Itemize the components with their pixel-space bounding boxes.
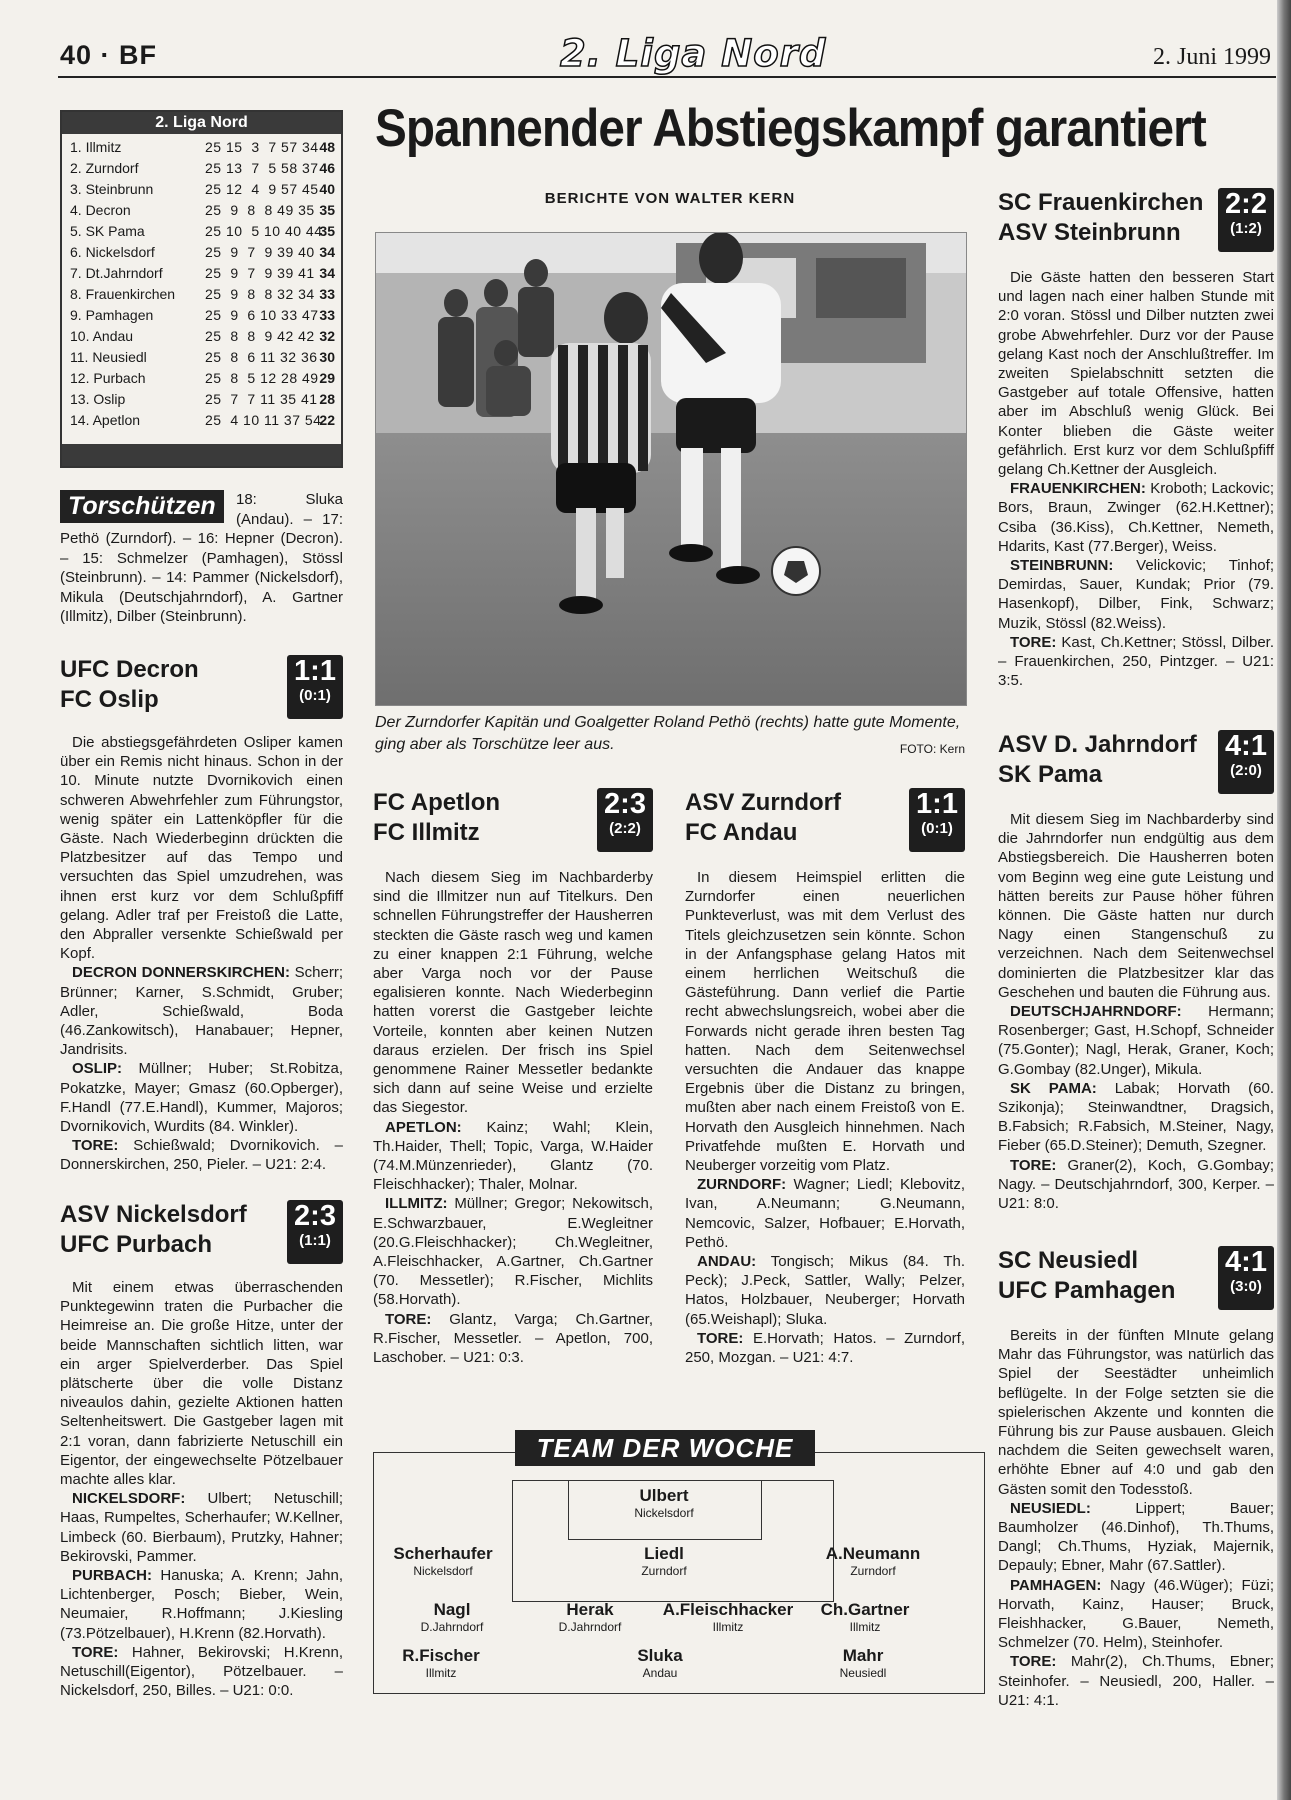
lineup-label: DEUTSCHJAHRNDORF:	[1010, 1003, 1182, 1021]
player-name: Mahr	[842, 1646, 884, 1665]
match-home: ASV D. Jahrndorf	[998, 731, 1197, 758]
match-home: SC Neusiedl	[998, 1247, 1139, 1274]
lineup-text: Scherr; Brünner; Karner, S.Schmidt, Gruber; Adler, Schießwald, Boda (46.Zankowitsch), Hanabauer; Hepner, Jandrisits.	[60, 964, 343, 1059]
scorers-label: Torschützen	[60, 490, 224, 523]
lineup-text: Ulbert; Netuschill; Haas, Rumpeltes, Scherhaufer; W.Kellner, Limbeck (60. Bierbaum), Prutzky, Hahner; Bekirovski, Pammer.	[60, 1490, 343, 1565]
standings-row	[62, 305, 341, 326]
lineup-text: Labak; Horvath (60. Szikonja); Steinwandtner, Dragsich, B.Fabsich; R.Fabsich, M.Steiner, Nagy, Fieber (65.D.Steiner); Demuth, Szegner.	[998, 1079, 1274, 1155]
match-away: SK Pama	[998, 761, 1103, 788]
lineup-label: ILLMITZ:	[385, 1195, 448, 1213]
standings-team: 4. Decron	[70, 202, 131, 218]
score: 4:1	[1225, 1246, 1267, 1278]
player-name: A.Fleischhacker	[662, 1600, 794, 1619]
standings-row	[62, 179, 341, 200]
lineup-label: ANDAU:	[697, 1253, 757, 1271]
player-club: Nickelsdorf	[413, 1564, 473, 1578]
match-away: UFC Purbach	[60, 1231, 213, 1258]
standings-team: 13. Oslip	[70, 391, 126, 407]
header-rule	[58, 76, 1276, 78]
standings-row	[62, 347, 341, 368]
standings-stats: 25 15 3 7 57 34	[205, 139, 319, 155]
match-report: Mit diesem Sieg im Nachbarderby sind die Jahrndorfer nun endgültig aus dem Abstiegsbereich. Die Hausherren boten vom Beginn weg eine gute Leistung und hätten bereits zur Pause höher führen können. Die Gäste hatten nur durch Nagy einen Stangenschuß zu verzeichnen. Nach dem Seitenwechsel dominierten die Platzbesitzer klar das Geschehen und bauten die Führung aus.	[998, 811, 1274, 1001]
standings-pts: 46	[319, 160, 335, 176]
score-box	[287, 655, 343, 719]
half-score: (1:2)	[1230, 220, 1262, 237]
match-report: Bereits in der fünften MInute gelang Mahr das Führungstor, was natürlich das Spiel der Seestädter unheimlich beflügelte. In der Folge setzten sie die spielerischen Akzente und konnten die Führung bis zur Pause ausbauen. Gleich nachdem die Seiten gewechselt waren, erhöhte Ebner auf 4:0 und gab den Gästen somit den Todesstoß.	[998, 1327, 1274, 1498]
standings-footer-bar	[62, 444, 341, 466]
score: 1:1	[294, 655, 336, 687]
lineup-text: Tongisch; Mikus (84. Th. Peck); J.Peck, Sattler, Wally; Pelzer, Hatos, Holzbauer, Neuberger; Horvath (65.Weishapl); Sluka.	[685, 1253, 965, 1328]
goals-label: TORE:	[1010, 633, 1057, 651]
standings-pts: 34	[319, 244, 335, 260]
standings-row	[62, 410, 341, 431]
standings-row	[62, 368, 341, 389]
standings-stats: 25 9 8 8 49 35	[205, 202, 315, 218]
standings-team: 7. Dt.Jahrndorf	[70, 265, 163, 281]
lineup-label: STEINBRUNN:	[1010, 557, 1114, 575]
standings-pts: 22	[319, 412, 335, 428]
lineup-label: NEUSIEDL:	[1010, 1499, 1091, 1517]
standings-pts: 35	[319, 202, 335, 218]
standings-title: 2. Liga Nord	[62, 112, 341, 134]
lineup-label: DECRON DONNERSKIRCHEN:	[72, 964, 290, 982]
standings-team: 1. Illmitz	[70, 139, 122, 155]
standings-row	[62, 158, 341, 179]
goals-text: Hahner, Bekirovski; H.Krenn, Netuschill(Eigentor), Pötzelbauer. – Nickelsdorf, 250, Billes. – U21: 0:0.	[60, 1643, 343, 1700]
standings-row	[62, 389, 341, 410]
player-club: Neusiedl	[839, 1666, 887, 1680]
half-score: (2:0)	[1230, 762, 1262, 779]
lineup-label: PAMHAGEN:	[1010, 1576, 1102, 1594]
standings-stats: 25 8 8 9 42 42	[205, 328, 315, 344]
standings-table	[60, 110, 343, 468]
lineup-text: Nagy (46.Wüger); Füzi; Horvath, Kainz, Hauser; Bruck, Fleishhacker, G.Bauer, Nemeth, Schmelzer (70. Helm), Steinhofer.	[998, 1576, 1275, 1652]
standings-pts: 35	[319, 223, 335, 239]
standings-stats: 25 9 8 8 32 34	[205, 286, 315, 302]
match-home: UFC Decron	[60, 656, 199, 683]
page-number: 40 · BF	[60, 40, 158, 70]
half-score: (3:0)	[1230, 1278, 1262, 1295]
page-edge	[1277, 0, 1291, 1800]
player-name: A.Neumann	[825, 1544, 921, 1563]
player-club: Zurndorf	[641, 1564, 687, 1578]
player-name: Nagl	[433, 1600, 471, 1619]
tdw-keeper	[579, 1486, 749, 1520]
player-name: Liedl	[644, 1544, 684, 1563]
standings-team: 10. Andau	[70, 328, 134, 344]
lineup-text: Kroboth; Lackovic; Bors, Braun, Zwinger (62.H.Kettner); Csiba (36.Kiss), Ch.Kettner, Nemeth, Hdarits, Kast (77.Berger), Weiss.	[998, 480, 1274, 555]
match-away: ASV Steinbrunn	[998, 219, 1181, 246]
player-club: Illmitz	[425, 1666, 457, 1680]
match-jahrndorf	[998, 730, 1274, 1213]
match-frauenkirchen	[998, 188, 1274, 690]
match-home: ASV Nickelsdorf	[60, 1201, 247, 1228]
standings-row	[62, 326, 341, 347]
half-score: (0:1)	[299, 687, 331, 704]
tdw-mid-4	[780, 1600, 950, 1634]
half-score: (2:2)	[609, 820, 641, 837]
lineup-text: Müllner; Huber; St.Robitza, Pokatzke, Mayer; Gmasz (60.Opberger), F.Handl (77.E.Handl), Kummer, Majoros; Dvornikovich, Wurdits (84. Winkler).	[60, 1060, 344, 1136]
standings-pts: 29	[319, 370, 335, 386]
player-club: Illmitz	[712, 1620, 744, 1634]
player-name: Sluka	[637, 1646, 683, 1665]
byline: BERICHTE VON WALTER KERN	[544, 190, 796, 207]
score: 2:3	[604, 788, 646, 820]
standings-team: 3. Steinbrunn	[70, 181, 154, 197]
standings-row	[62, 263, 341, 284]
score: 2:2	[1225, 188, 1267, 220]
standings-stats: 25 8 5 12 28 49	[205, 370, 319, 386]
score-box	[1218, 730, 1274, 794]
section-title: 2. Liga Nord	[560, 32, 827, 75]
photo-caption-block	[375, 712, 965, 760]
match-report: Die abstiegsgefährdeten Osliper kamen über ein Remis nicht hinaus. Schon in der 10. Minute nutzte Dvornikovich einen schweren Abwehrfehler zum Führungstor, wenig später ein Lattenköpfler für die Gäste. Nach Wiederbeginn drückten die Platzbesitzer auf das Tempo und versuchten das Spiel umzudrehen, was ihnen erst kurz vor dem Schlußpfiff gelang. Adler traf per Freistoß die Latte, den Abpraller versenkte Schießwald per Kopf.	[60, 734, 343, 963]
player-club: D.Jahrndorf	[420, 1620, 484, 1634]
half-score: (0:1)	[921, 820, 953, 837]
player-name: Scherhaufer	[393, 1544, 493, 1563]
standings-team: 8. Frauenkirchen	[70, 286, 176, 302]
tdw-att-3	[778, 1646, 948, 1680]
score-box	[1218, 1246, 1274, 1310]
lineup-label: SK PAMA:	[1010, 1079, 1097, 1097]
standings-team: 5. SK Pama	[70, 223, 145, 239]
standings-pts: 33	[319, 307, 335, 323]
match-away: FC Oslip	[60, 686, 159, 713]
goals-text: E.Horvath; Hatos. – Zurndorf, 250, Mozgan. – U21: 4:7.	[685, 1329, 965, 1367]
lineup-label: OSLIP:	[72, 1060, 123, 1078]
tdw-def-2	[579, 1544, 749, 1578]
player-club: Zurndorf	[850, 1564, 896, 1578]
match-away: UFC Pamhagen	[998, 1277, 1176, 1304]
match-home: ASV Zurndorf	[685, 789, 841, 816]
standings-row	[62, 137, 341, 158]
lineup-text: Wagner; Liedl; Klebovitz, Ivan, A.Neumann; G.Neumann, Nemcovic, Salzer, Hofbauer; E.Horvath, Pethö.	[685, 1176, 966, 1251]
goals-text: Kast, Ch.Kettner; Stössl, Dilber. – Frauenkirchen, 250, Pintzger. – U21: 3:5.	[998, 633, 1274, 690]
player-club: D.Jahrndorf	[558, 1620, 622, 1634]
lineup-text: Kainz; Wahl; Klein, Th.Haider, Thell; Topic, Varga, W.Haider (74.M.Münzenrieder), Glantz (70. Fleischhacker); Thaler, Molnar.	[373, 1118, 653, 1194]
goals-label: TORE:	[697, 1329, 744, 1347]
match-neusiedl	[998, 1246, 1274, 1710]
tdw-def-1	[358, 1544, 528, 1578]
standings-pts: 32	[319, 328, 335, 344]
lineup-text: Müllner; Gregor; Nekowitsch, E.Schwarzbauer, E.Wegleitner (20.G.Fleischhacker); Ch.Wegleitner, A.Fleischhacker, A.Gartner, Ch.Gartner (70. Messetler); R.Fischer, Michlits (58.Horvath).	[373, 1195, 654, 1309]
tdw-def-3	[788, 1544, 958, 1578]
lineup-label: NICKELSDORF:	[72, 1490, 186, 1508]
goals-label: TORE:	[1010, 1653, 1057, 1671]
score: 2:3	[294, 1200, 336, 1232]
goals-label: TORE:	[72, 1643, 119, 1661]
match-decron	[60, 655, 343, 1175]
standings-stats: 25 9 7 9 39 41	[205, 265, 315, 281]
match-report: In diesem Heimspiel erlitten die Zurndorfer einen neuerlichen Punkteverlust, was mit dem Verlust des Titels gleichzusetzen sein könnte. Schon in der Anfangsphase gelang Hatos mit einem herrlichen Weitschuß die Gästeführung. Dann verlief die Partie recht abwechslungsreich, wobei aber die Forwards nicht gerade ihren besten Tag hatten. Nach dem Seitenwechsel versuchten die Andauer das knappe Ergebnis über die Distanz zu bringen, mußten aber nach einem Freistoß von E. Horvath den Ausgleich hinnehmen. Nach Privatfehde mußten E. Horvath und Neuberger vorzeitig vom Platz.	[685, 869, 965, 1175]
goals-text: Glantz, Varga; Ch.Gartner, R.Fischer, Messetler. – Apetlon, 700, Laschober. – U21: 0:3.	[373, 1310, 653, 1367]
standings-stats: 25 4 10 11 37 54	[205, 412, 322, 428]
score-box	[287, 1200, 343, 1264]
match-report: Mit einem etwas überraschenden Punktegewinn traten die Purbacher die Heimreise an. Die große Hitze, unter der beide Mannschaften sichtlich litten, war ein arger Spielverderber. Das Spiel plätscherte über die volle Distanz niveaulos dahin, gezielte Aktionen hatten Seltenheitswert. Die Gastgeber lagen mit 2:1 voran, dann fabrizierte Netuschill ein Eigentor, der eingewechselte Pötzelbauer machte alles klar.	[60, 1279, 343, 1489]
standings-pts: 48	[319, 139, 335, 155]
photo-caption: Der Zurndorfer Kapitän und Goalgetter Roland Pethö (rechts) hatte gute Momente, ging aber als Torschütze leer aus.	[375, 714, 961, 753]
player-name: R.Fischer	[402, 1646, 480, 1665]
standings-pts: 34	[319, 265, 335, 281]
lineup-text: Lippert; Bauer; Baumholzer (46.Dinhof), Th.Thums, Dangl; Ch.Thums, Hyziak, Majernik, Depauly; Ebner, Mahr (67.Sattler).	[998, 1499, 1274, 1575]
player-club: Nickelsdorf	[634, 1506, 694, 1520]
tdw-att-2	[575, 1646, 745, 1680]
match-away: FC Andau	[685, 819, 798, 846]
match-apetlon	[373, 788, 653, 1367]
lineup-label: FRAUENKIRCHEN:	[1010, 480, 1146, 498]
player-name: Ch.Gartner	[820, 1600, 910, 1619]
half-score: (1:1)	[299, 1232, 331, 1249]
player-name: Ulbert	[639, 1486, 689, 1505]
match-away: FC Illmitz	[373, 819, 480, 846]
standings-stats: 25 13 7 5 58 37	[205, 160, 319, 176]
standings-stats: 25 7 7 11 35 41	[205, 391, 318, 407]
team-of-week-title: TEAM DER WOCHE	[515, 1430, 815, 1466]
standings-team: 2. Zurndorf	[70, 160, 139, 176]
score: 4:1	[1225, 730, 1267, 762]
lineup-text: Hanuska; A. Krenn; Jahn, Lichtenberger, Posch; Bieber, Wein, Neumaier, R.Hoffmann; J.Kiesling (73.Pötzelbauer), H.Krenn (82.Horvath).	[60, 1567, 344, 1642]
score-box	[597, 788, 653, 852]
match-report: Nach diesem Sieg im Nachbarderby sind die Illmitzer nun auf Titelkurs. Den schnellen Führungstreffer der Hausherren steckten die Gäste rasch weg und kamen zu einer knappen 2:1 Führung, welche aber Varga noch vor der Pause egalisieren konnte. Nach Wiederbeginn hatten vorerst die Gastgeber leichte Vorteile, konnten aber keinen Nutzen daraus erzielen. Der frisch ins Spiel genommene Rainer Messetler bedankte sich dann auf seine Weise und erzielte das Siegestor.	[373, 869, 653, 1117]
standings-pts: 33	[319, 286, 335, 302]
goals-text: Schießwald; Dvornikovich. – Donnerskirchen, 250, Pieler. – U21: 2:4.	[60, 1137, 343, 1174]
photo-credit: FOTO: Kern	[899, 742, 965, 756]
lineup-text: Hermann; Rosenberger; Gast, H.Schopf, Schneider (75.Gonter); Nagl, Herak, Graner, Koch; G.Gombay (82.Unger), Mikula.	[998, 1003, 1274, 1078]
lineup-text: Velickovic; Tinhof; Demirdas, Sauer, Kundak; Prior (79. Hasenkopf), Dilber, Fink, Schwarz; Muzik, Stössl (82.Weiss).	[998, 557, 1274, 632]
goals-text: Graner(2), Koch, G.Gombay; Nagy. – Deutschjahrndorf, 300, Kerper. – U21: 8:0.	[998, 1156, 1274, 1213]
score: 1:1	[916, 788, 958, 820]
standings-pts: 30	[319, 349, 335, 365]
standings-team: 6. Nickelsdorf	[70, 244, 155, 260]
match-photo	[375, 232, 967, 706]
standings-pts: 28	[319, 391, 335, 407]
lineup-label: APETLON:	[385, 1118, 462, 1136]
player-name: Herak	[566, 1600, 614, 1619]
match-home: FC Apetlon	[373, 789, 501, 816]
standings-row	[62, 221, 341, 242]
standings-stats: 25 9 7 9 39 40	[205, 244, 315, 260]
tdw-att-1	[356, 1646, 526, 1680]
score-box	[1218, 188, 1274, 252]
lineup-label: PURBACH:	[72, 1567, 152, 1585]
standings-team: 14. Apetlon	[70, 412, 141, 428]
standings-team: 11. Neusiedl	[70, 349, 147, 365]
score-box	[909, 788, 965, 852]
goals-label: TORE:	[72, 1137, 119, 1155]
match-nickelsdorf	[60, 1200, 343, 1700]
scorers-text: 18: Sluka (Andau). – 17: Pethö (Zurndorf). – 16: Hepner (Decron). – 15: Schmelzer (Pamhagen), Stössl (Steinbrunn). – 14: Pammer (Nickelsdorf), Mikula (Deutschjahrndorf), A. Gartner (Illmitz), Dilber (Steinbrunn).	[60, 491, 343, 625]
match-home: SC Frauenkirchen	[998, 189, 1204, 216]
match-zurndorf	[685, 788, 965, 1367]
player-club: Illmitz	[849, 1620, 881, 1634]
goals-label: TORE:	[1010, 1156, 1057, 1174]
goals-label: TORE:	[385, 1310, 432, 1328]
standings-team: 12. Purbach	[70, 370, 146, 386]
standings-stats: 25 8 6 11 32 36	[205, 349, 318, 365]
player-club: Andau	[642, 1666, 678, 1680]
match-report: Die Gäste hatten den besseren Start und lagen nach einer halben Stunde mit 2:0 voran. Stössl und Dilber nutzten zwei grobe Abwehrfehler. Durz vor der Pause gelang Kast noch der Anschlußtreffer. Im zweiten Spielabschnitt setzten die Gastgeber auf totale Offensive, hatten aber im Abschluß wenig Glück. Bei Konter blieben die Gäste weiter gefährlich. Erst kurz vor dem Schlußpfiff gelang Ch.Kettner der Ausgleich.	[998, 269, 1274, 479]
standings-team: 9. Pamhagen	[70, 307, 154, 323]
standings-stats: 25 9 6 10 33 47	[205, 307, 319, 323]
standings-stats: 25 10 5 10 40 44	[205, 223, 323, 239]
goals-text: Mahr(2), Ch.Thums, Ebner; Steinhofer. – Neusiedl, 200, Haller. – U21: 4:1.	[998, 1653, 1275, 1709]
page-headline: Spannender Abstiegskampf garantiert	[375, 99, 1206, 158]
standings-row	[62, 200, 341, 221]
standings-row	[62, 242, 341, 263]
soccer-photo-illustration	[376, 233, 966, 705]
issue-date: 2. Juni 1999	[1152, 44, 1271, 70]
standings-stats: 25 12 4 9 57 45	[205, 181, 319, 197]
standings-pts: 40	[319, 181, 335, 197]
lineup-label: ZURNDORF:	[697, 1176, 787, 1194]
standings-row	[62, 284, 341, 305]
